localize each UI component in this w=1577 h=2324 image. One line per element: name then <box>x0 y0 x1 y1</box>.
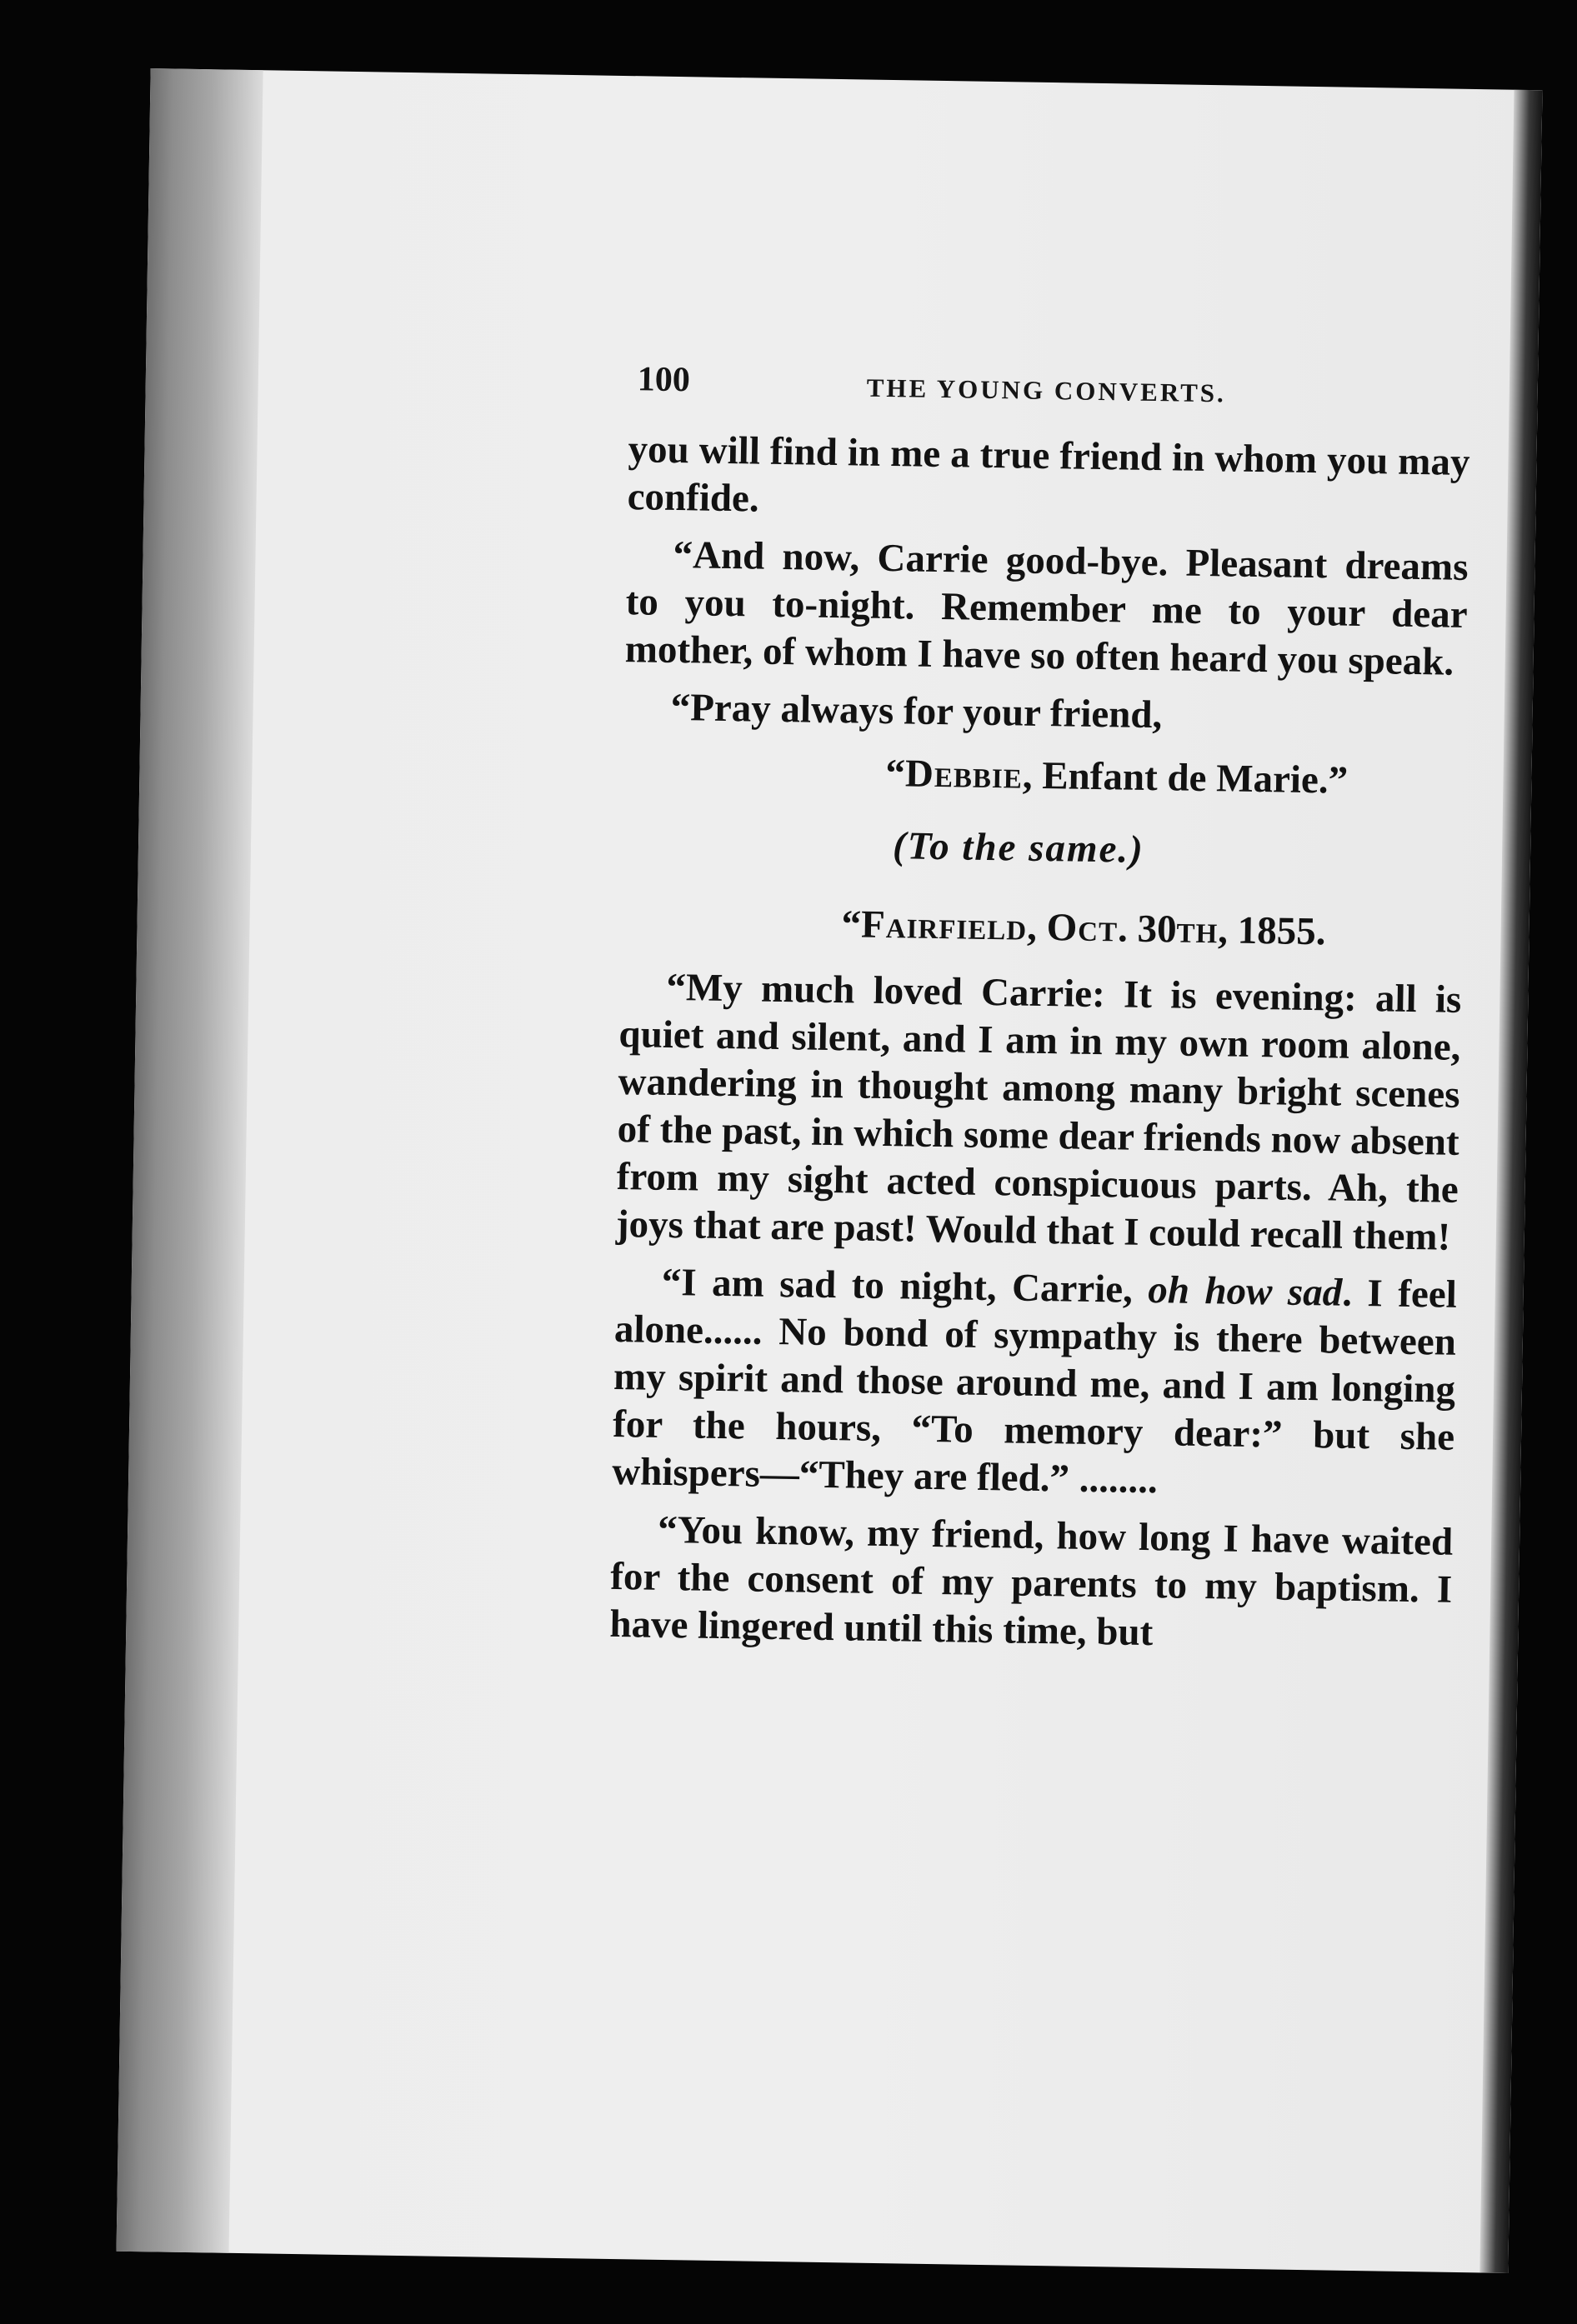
letter-dateline <box>620 897 1463 958</box>
signoff-rest: , Enfant de Marie.” <box>1022 753 1349 802</box>
dateline-place: Fairfield <box>860 902 1028 949</box>
paragraph-5-emphasis: oh how sad <box>1147 1268 1343 1315</box>
running-title: THE YOUNG CONVERTS. <box>866 372 1227 408</box>
letter-caption: (To the same.) <box>892 824 1145 872</box>
paragraph-6: “You know, my friend, how long I have waited for the consent of my parents to my baptism. I have lingered until this time, but <box>609 1507 1454 1655</box>
dateline-open-quote: “ <box>841 902 862 947</box>
paragraph-3: “Pray always for your friend, <box>670 685 1163 737</box>
dateline-day: . 30 <box>1117 907 1177 952</box>
dateline-month: Oct <box>1046 906 1119 951</box>
signoff-name: Debbie <box>904 752 1024 797</box>
page-header <box>637 359 1471 422</box>
page-gutter-shadow <box>117 68 263 2253</box>
paragraph-2: “And now, Carrie good-bye. Pleasant dreams to you to-night. Remember me to your dear mother, of whom I have so often heard you speak. <box>624 532 1469 684</box>
paragraph-5 <box>612 1258 1457 1509</box>
dateline-separator: , <box>1026 905 1048 950</box>
body-text <box>609 426 1470 1672</box>
signoff-open-quote: “ <box>885 752 906 796</box>
letter-signoff <box>623 746 1465 807</box>
page-number: 100 <box>637 360 691 400</box>
paragraph-1: you will find in me a true friend in whom you may confide. <box>627 427 1470 521</box>
page-edge-shadow <box>1479 90 1542 2273</box>
book-page <box>117 68 1543 2273</box>
dateline-day-suffix: th <box>1176 907 1219 952</box>
paragraph-5-part-a: “I am sad to night, Carrie, <box>661 1260 1149 1312</box>
dateline-year: , 1855. <box>1217 908 1326 954</box>
paragraph-5-part-b: . I feel alone...... No bond of sympathy is there between my spirit and those around me, and I am longing for the hours, “To memory dear:” but she whispers—“They are fled.” ........ <box>611 1271 1458 1502</box>
paragraph-4: “My much loved Carrie: It is evening: all is quiet and silent, and I am in my own room alone, wandering in thought among many bright scenes of the past, in which some dear friends now absent from my sight acted conspicuous parts. Ah, the joys that are past! Would that I could recall them! <box>615 965 1462 1259</box>
